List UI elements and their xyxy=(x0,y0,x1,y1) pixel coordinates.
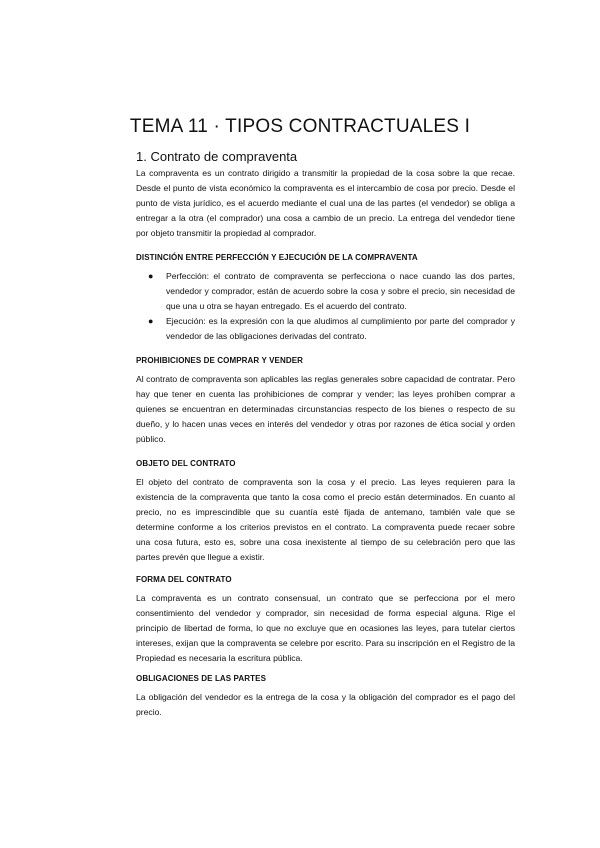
forma-paragraph: La compraventa es un contrato consensual, un contrato que se perfecciona por el mero consentimiento del vendedor y comprador, sin necesidad de forma especial alguna. Rige el principio de libertad de forma, lo que no excluye que en ocasiones las leyes, para tutelar ciertos intereses, exijan que la compraventa se celebre por escrito. Para su inscripción en el Registro de la Propiedad es necesaria la escritura pública. xyxy=(136,593,515,664)
section-title: 1. Contrato de compraventa xyxy=(136,149,298,164)
obligaciones-paragraph: La obligación del vendedor es la entrega de la cosa y la obligación del comprador es el pago del precio. xyxy=(136,692,515,718)
distincion-block xyxy=(136,252,515,344)
obligaciones-block xyxy=(136,673,515,720)
page-title: TEMA 11 · TIPOS CONTRACTUALES I xyxy=(129,116,471,137)
intro-block xyxy=(136,166,515,241)
distincion-list xyxy=(136,269,515,344)
prohibiciones-paragraph: Al contrato de compraventa son aplicables las reglas generales sobre capacidad de contratar. Pero hay que tener en cuenta las prohibiciones de comprar y vender; las leyes prohíben comprar a quienes se encuentran en determinadas circunstancias respecto de los bienes o respecto de su dueño, y lo hacen unas veces en interés del vendedor y otras por razones de ética social y orden público. xyxy=(136,374,515,445)
list-item-text: Ejecución: es la expresión con la que aludimos al cumplimiento por parte del comprador y vendedor de las obligaciones derivadas del contrato. xyxy=(166,316,515,342)
objeto-paragraph: El objeto del contrato de compraventa son la cosa y el precio. Las leyes requieren para la existencia de la compraventa que tanto la cosa como el precio están determinados. En cuanto al precio, no es imprescindible que su cuantía esté fijada de antemano, también vale que se determine conforme a los criterios previstos en el contrato. La compraventa puede recaer sobre una cosa futura, esto es, sobre una cosa inexistente al tiempo de su celebración pero que las partes prevén que llegue a existir. xyxy=(136,477,515,563)
bullet-icon: ● xyxy=(148,271,154,281)
forma-block xyxy=(136,574,515,666)
objeto-block xyxy=(136,458,515,566)
objeto-heading: OBJETO DEL CONTRATO xyxy=(136,459,236,468)
forma-heading: FORMA DEL CONTRATO xyxy=(136,575,232,584)
intro-paragraph: La compraventa es un contrato dirigido a transmitir la propiedad de la cosa sobre la que recae. Desde el punto de vista económico la compraventa es el intercambio de cosa por precio. Desde el punto de vista jurídico, es el acuerdo mediante el cual una de las partes (el vendedor) se obliga a entregar a la otra (el comprador) una cosa a cambio de un precio. La entrega del vendedor tiene por objeto transmitir la propiedad al comprador. xyxy=(136,168,515,239)
list-item xyxy=(136,269,515,314)
distincion-heading: DISTINCIÓN ENTRE PERFECCIÓN Y EJECUCIÓN DE LA COMPRAVENTA xyxy=(136,253,418,262)
list-item-text: Perfección: el contrato de compraventa se perfecciona o nace cuando las dos partes, vendedor y comprador, están de acuerdo sobre la cosa y sobre el precio, sin necesidad de que una u otra se hayan entregado. Es el acuerdo del contrato. xyxy=(166,271,515,312)
prohibiciones-heading: PROHIBICIONES DE COMPRAR Y VENDER xyxy=(136,356,304,365)
bullet-icon: ● xyxy=(148,316,154,327)
prohibiciones-block xyxy=(136,355,515,447)
obligaciones-heading: OBLIGACIONES DE LAS PARTES xyxy=(136,674,267,683)
list-item xyxy=(136,314,515,344)
